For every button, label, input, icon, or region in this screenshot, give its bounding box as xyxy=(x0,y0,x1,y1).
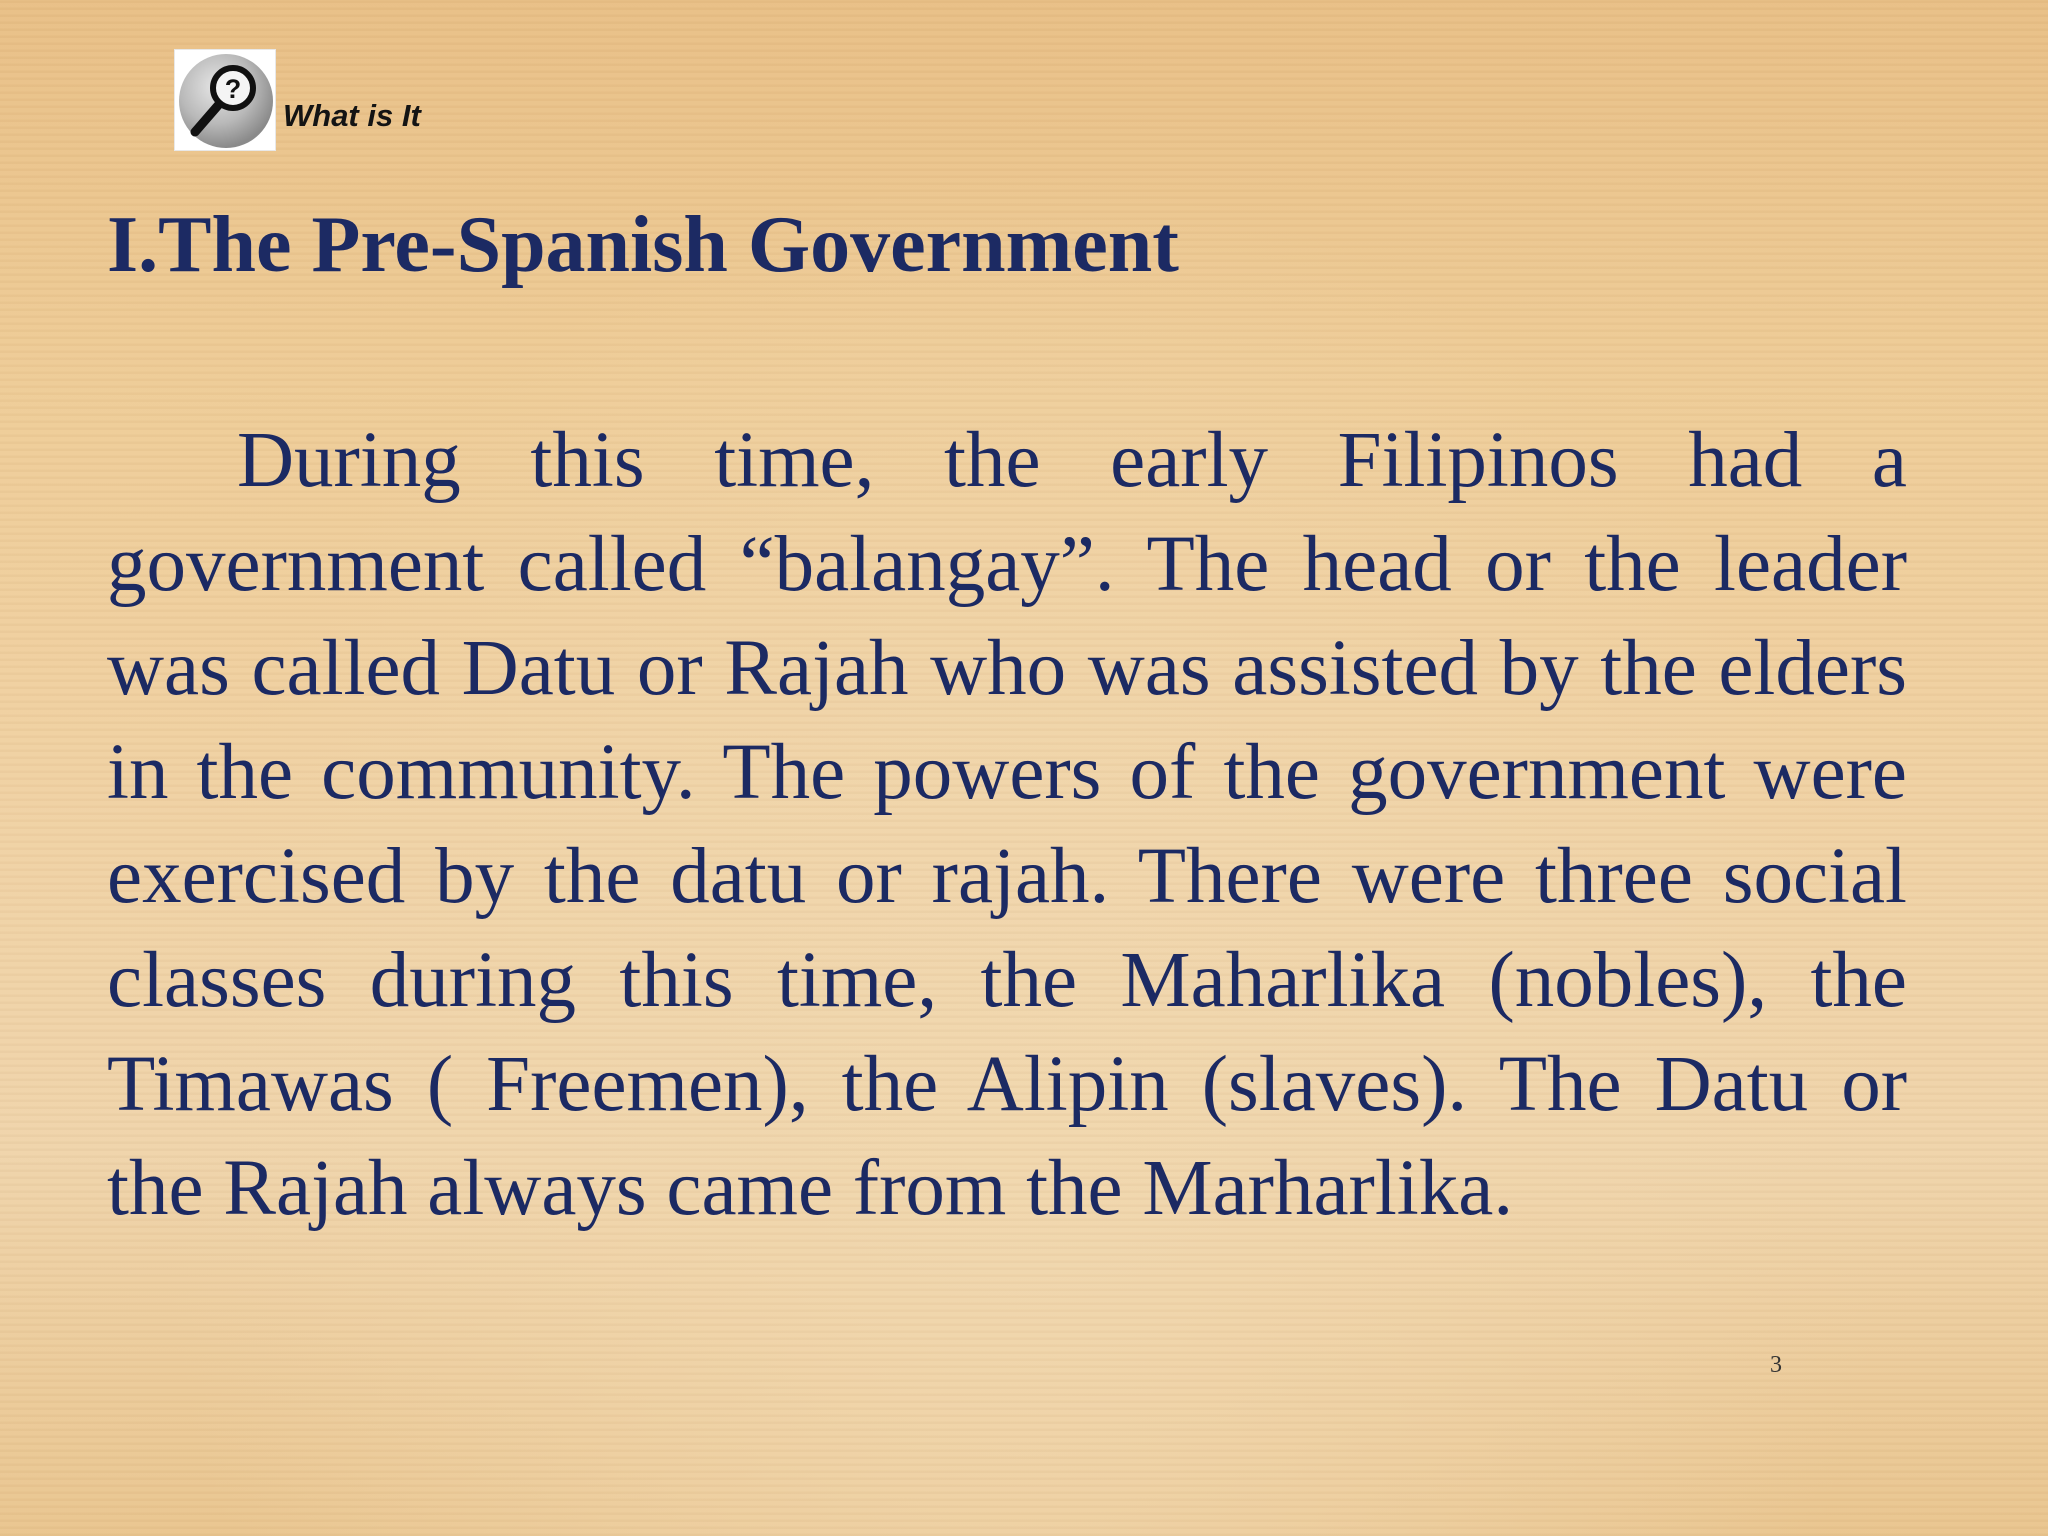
magnifier-question-graphic xyxy=(175,50,277,152)
section-label: What is It xyxy=(283,98,421,133)
slide-title: I.The Pre-Spanish Government xyxy=(107,201,1179,289)
body-paragraph: During this time, the early Filipinos had a government called “balangay”. The head or the leader was called Datu or Rajah who was assisted by the elders in the community. The powers of the government were exercised by the datu or rajah. There were three social classes during this time, the Maharlika (nobles), the Timawas ( Freemen), the Alipin (slaves). The Datu or the Rajah always came from the Marharlika. xyxy=(107,417,1907,1232)
svg-text:?: ? xyxy=(224,74,242,104)
page-number: 3 xyxy=(1770,1352,1782,1378)
magnifier-question-icon xyxy=(174,49,276,151)
